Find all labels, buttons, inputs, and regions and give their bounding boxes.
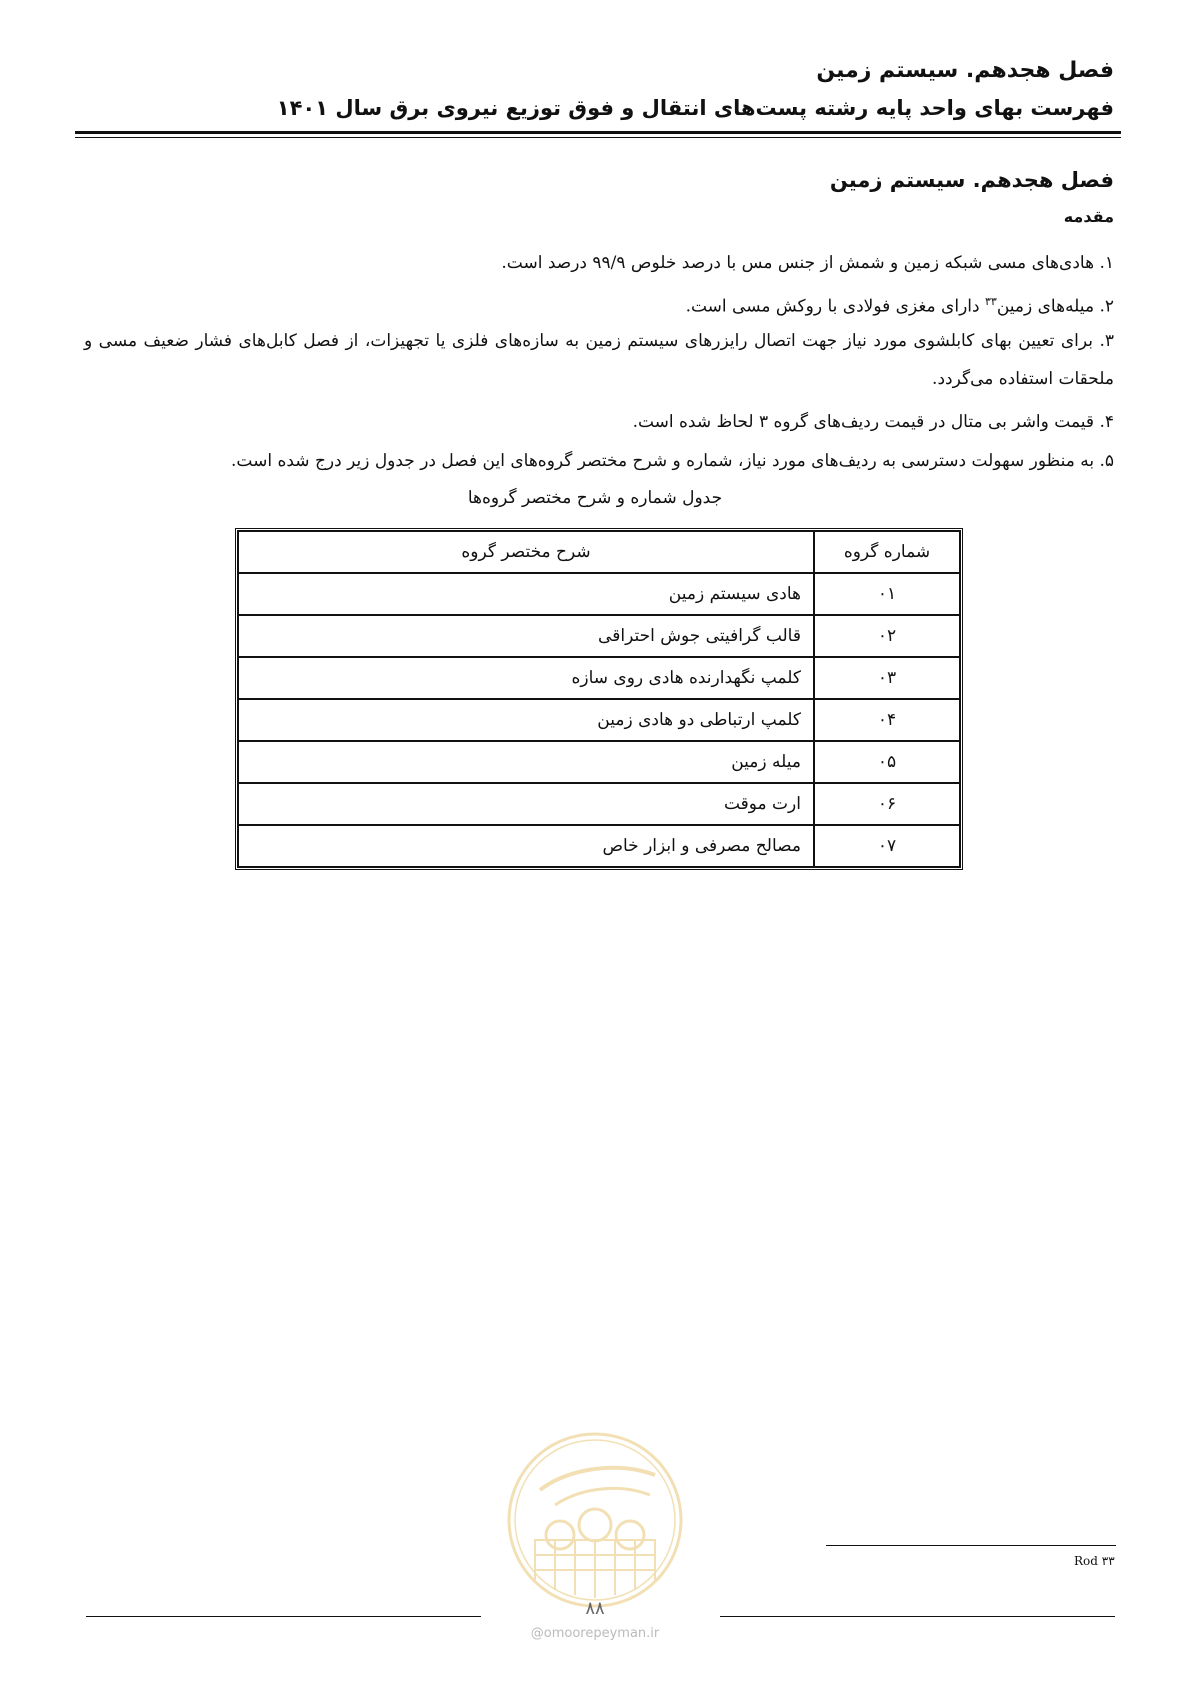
table-row — [238, 573, 960, 615]
table-row — [238, 699, 960, 741]
group-description: ارت موقت — [238, 783, 814, 825]
footnote-ref: ۳۳ — [985, 295, 997, 308]
table-header-row — [238, 531, 960, 573]
footnote-rule — [826, 1545, 1116, 1546]
header-group-description: شرح مختصر گروه — [238, 531, 814, 573]
footnote-text: Rod ۳۳ — [1074, 1554, 1115, 1568]
paragraph-2-end: دارای مغزی فولادی با روکش مسی است. — [685, 296, 985, 317]
page-number: ۸۸ — [585, 1598, 605, 1619]
table-row — [238, 657, 960, 699]
table-row — [238, 741, 960, 783]
paragraph-4: ۴. قیمت واشر بی متال در قیمت ردیف‌های گروه ۳ لحاظ شده است. — [632, 412, 1114, 432]
footer-rule-right — [720, 1616, 1115, 1617]
group-number: ۰۶ — [814, 783, 960, 825]
watermark-logo-icon — [505, 1430, 685, 1610]
paragraph-1: ۱. هادی‌های مسی شبکه زمین و شمش از جنس مس با درصد خلوص ۹۹/۹ درصد است. — [501, 253, 1114, 273]
group-number: ۰۳ — [814, 657, 960, 699]
group-description: کلمپ نگهدارنده هادی روی سازه — [238, 657, 814, 699]
header-group-number: شماره گروه — [814, 531, 960, 573]
footer-rule-left — [86, 1616, 481, 1617]
section-title: فصل هجدهم. سیستم زمین — [829, 168, 1114, 192]
group-number: ۰۵ — [814, 741, 960, 783]
table-row — [238, 783, 960, 825]
paragraph-2-start: ۲. میله‌های زمین — [996, 296, 1114, 317]
group-description: قالب گرافیتی جوش احتراقی — [238, 615, 814, 657]
watermark-site: @omoorepeyman.ir — [530, 1626, 660, 1641]
header-book-title: فهرست بهای واحد پایه رشته پست‌های انتقال و فوق توزیع نیروی برق سال ۱۴۰۱ — [276, 96, 1114, 120]
table-caption: جدول شماره و شرح مختصر گروه‌ها — [467, 488, 723, 508]
paragraph-2 — [686, 283, 1114, 326]
group-number: ۰۷ — [814, 825, 960, 867]
header-rule-thin — [75, 137, 1121, 138]
group-description: کلمپ ارتباطی دو هادی زمین — [238, 699, 814, 741]
table-row — [238, 825, 960, 867]
header-rule-thick — [75, 131, 1121, 134]
group-number: ۰۴ — [814, 699, 960, 741]
groups-table — [235, 528, 963, 870]
group-description: هادی سیستم زمین — [238, 573, 814, 615]
section-subtitle: مقدمه — [1063, 207, 1114, 226]
group-description: مصالح مصرفی و ابزار خاص — [238, 825, 814, 867]
header-chapter: فصل هجدهم. سیستم زمین — [816, 58, 1114, 83]
table-row — [238, 615, 960, 657]
group-number: ۰۱ — [814, 573, 960, 615]
paragraph-3: ۳. برای تعیین بهای کابلشوی مورد نیاز جهت اتصال رایزرهای سیستم زمین به سازه‌های فلزی یا تجهیزات، از فصل کابل‌های فشار ضعیف مسی و ملحقات استفاده می‌گردد. — [84, 331, 1114, 389]
group-number: ۰۲ — [814, 615, 960, 657]
paragraph-5: ۵. به منظور سهولت دسترسی به ردیف‌های مورد نیاز، شماره و شرح مختصر گروه‌های این فصل در جدول زیر درج شده است. — [231, 451, 1114, 471]
group-description: میله زمین — [238, 741, 814, 783]
